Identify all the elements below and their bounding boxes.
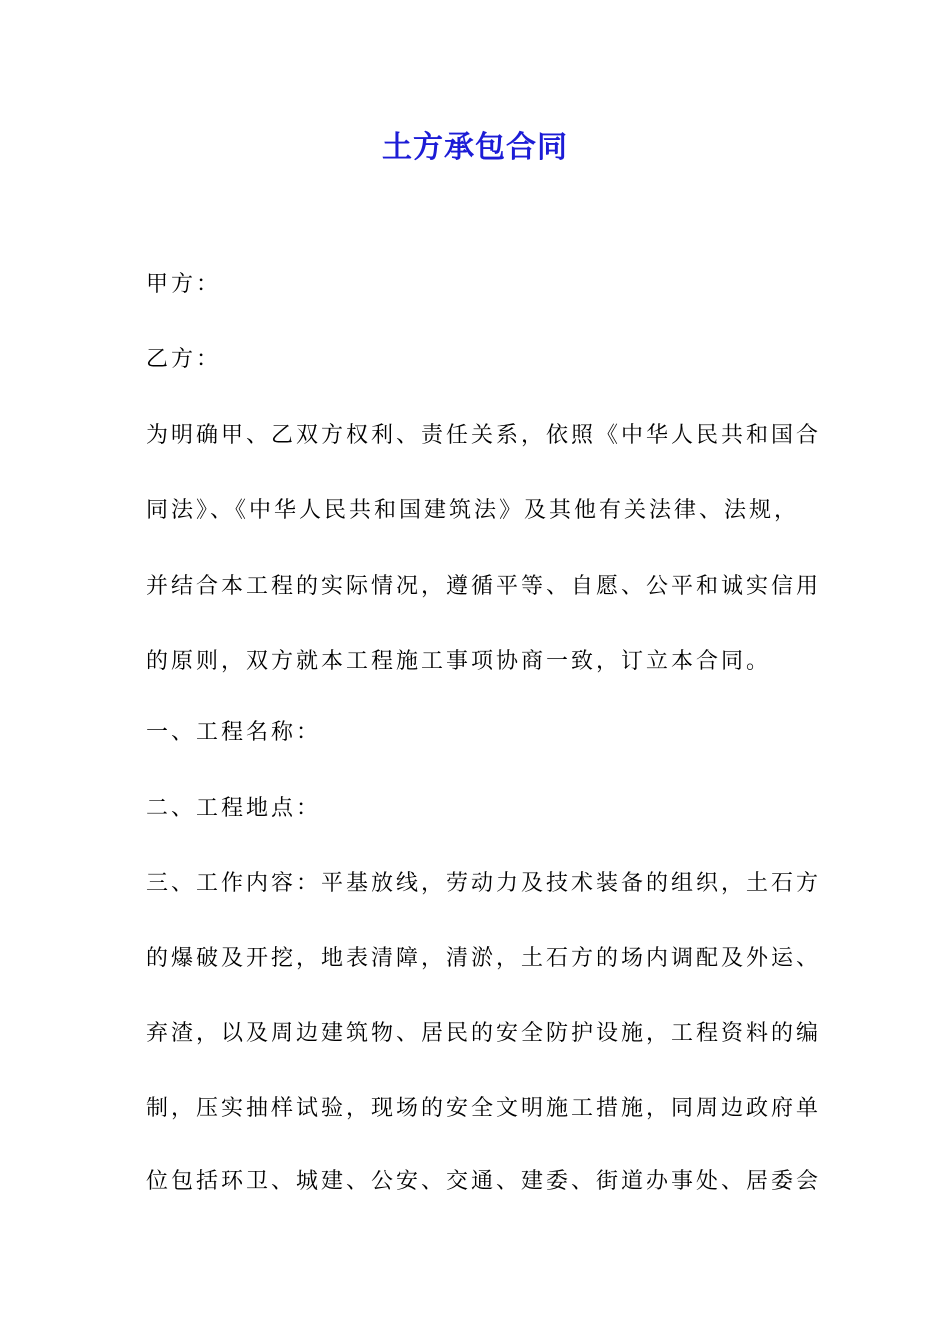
clause-3-line-2: 的爆破及开挖，地表清障，清淤，土石方的场内调配及外运、 — [146, 946, 822, 971]
clause-3-line-1: 三、工作内容：平基放线，劳动力及技术装备的组织，土石方 — [146, 871, 822, 896]
party-a-line: 甲方： — [146, 272, 222, 297]
clause-2-project-location: 二、工程地点： — [146, 796, 322, 821]
clause-3-line-5: 位包括环卫、城建、公安、交通、建委、街道办事处、居委会 — [146, 1169, 822, 1194]
preamble-line-2: 同法》、《中华人民共和国建筑法》及其他有关法律、法规， — [146, 498, 800, 523]
preamble-line-1: 为明确甲、乙双方权利、责任关系，依照《中华人民共和国合 — [146, 423, 822, 448]
document-title: 土方承包合同 — [382, 130, 568, 165]
preamble-line-3: 并结合本工程的实际情况，遵循平等、自愿、公平和诚实信用 — [146, 574, 822, 599]
party-b-line: 乙方： — [146, 347, 222, 372]
clause-1-project-name: 一、工程名称： — [146, 720, 322, 745]
clause-3-line-4: 制，压实抽样试验，现场的安全文明施工措施，同周边政府单 — [146, 1096, 822, 1121]
clause-3-line-3: 弃渣，以及周边建筑物、居民的安全防护设施，工程资料的编 — [146, 1021, 822, 1046]
preamble-line-4: 的原则，双方就本工程施工事项协商一致，订立本合同。 — [146, 649, 772, 674]
